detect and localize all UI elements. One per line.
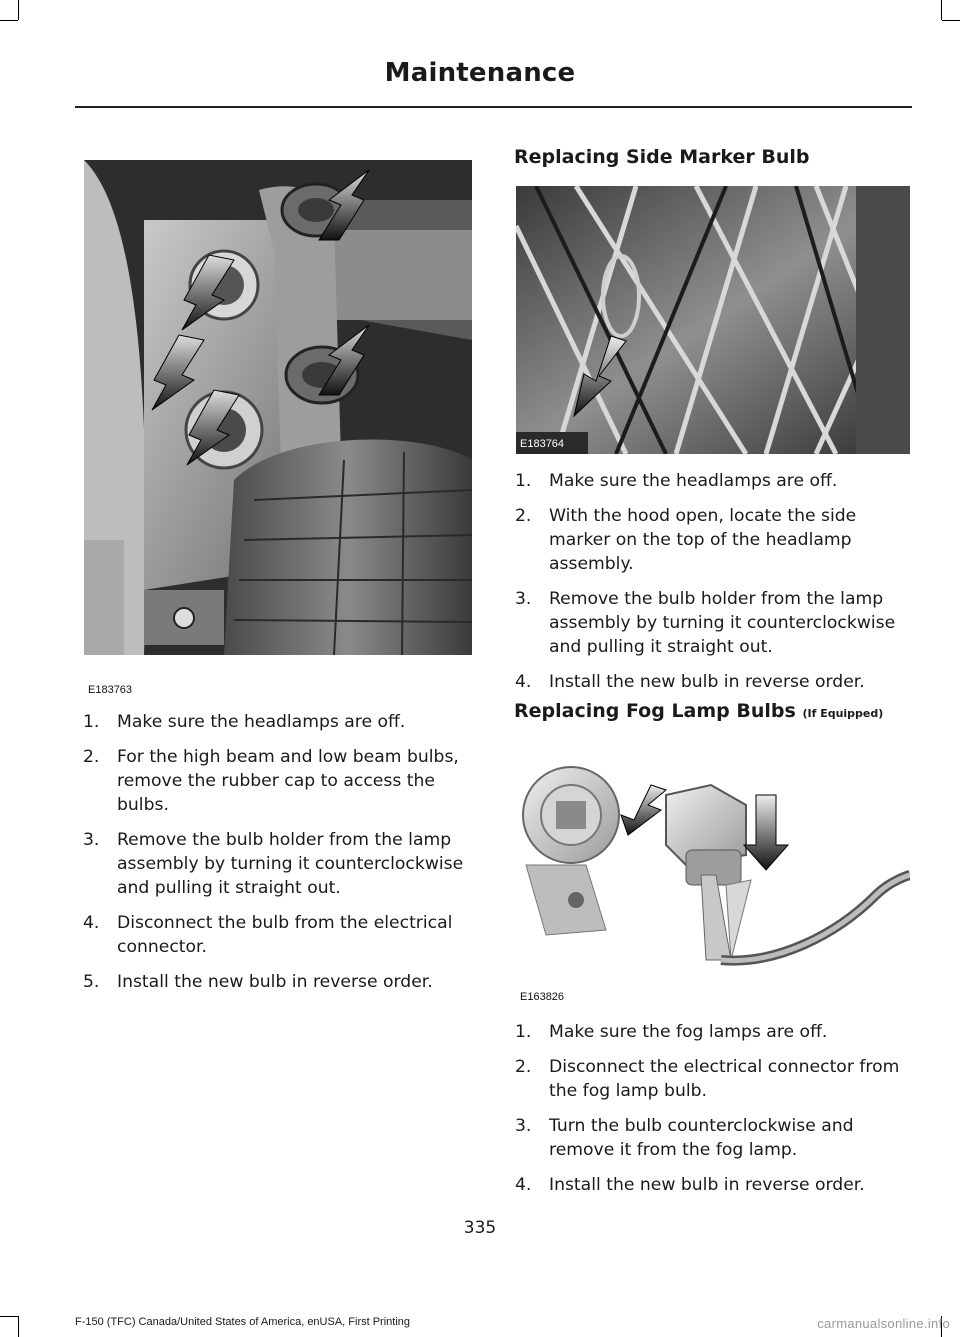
headlamp-bulb-illustration <box>84 160 472 672</box>
figure-label: E183764 <box>520 438 565 450</box>
list-item: 1. Make sure the headlamps are off. <box>83 712 406 732</box>
figure-label: E163826 <box>520 991 565 1003</box>
side-marker-steps-list <box>515 469 911 705</box>
figure-label: E183763 <box>88 684 133 696</box>
page-title: Maintenance <box>384 58 576 88</box>
edition-footer: F-150 (TFC) Canada/United States of America, enUSA, First Printing <box>75 1316 411 1328</box>
crop-mark <box>18 1316 19 1337</box>
crop-mark <box>0 1316 18 1317</box>
side-marker-illustration <box>516 186 910 454</box>
crop-mark <box>941 0 942 20</box>
list-item: 5. Install the new bulb in reverse order. <box>83 972 433 992</box>
list-item: 3. Remove the bulb holder from the lamp assembly by turning it counterclockwise and pulling it straight out. <box>83 830 464 898</box>
fog-lamp-illustration <box>516 735 910 980</box>
list-item: 1. Make sure the fog lamps are off. <box>515 1022 828 1042</box>
crop-mark <box>18 0 19 20</box>
if-equipped-note: (If Equipped) <box>802 707 884 720</box>
crop-mark <box>942 20 960 21</box>
fog-lamp-steps-list <box>515 1020 911 1208</box>
fog-lamp-heading: Replacing Fog Lamp Bulbs (If Equipped) <box>514 700 884 722</box>
header-rule <box>75 106 912 108</box>
list-item: 1. Make sure the headlamps are off. <box>515 471 838 491</box>
list-item: 4. Install the new bulb in reverse order. <box>515 672 865 692</box>
side-marker-heading: Replacing Side Marker Bulb <box>514 146 810 168</box>
crop-mark <box>0 20 18 21</box>
list-item: 3. Turn the bulb counterclockwise and remove it from the fog lamp. <box>515 1116 854 1160</box>
site-watermark: carmanualsonline.info <box>817 1316 950 1331</box>
headlamp-steps-list <box>83 710 475 1005</box>
list-item: 2. With the hood open, locate the side marker on the top of the headlamp assembly. <box>515 506 857 574</box>
page-number: 335 <box>463 1218 497 1238</box>
list-item: 3. Remove the bulb holder from the lamp assembly by turning it counterclockwise and pulling it straight out. <box>515 589 896 657</box>
list-item: 4. Install the new bulb in reverse order. <box>515 1175 865 1195</box>
list-item: 2. Disconnect the electrical connector from the fog lamp bulb. <box>515 1057 900 1101</box>
list-item: 4. Disconnect the bulb from the electrical connector. <box>83 913 453 957</box>
list-item: 2. For the high beam and low beam bulbs, remove the rubber cap to access the bulbs. <box>83 747 459 815</box>
